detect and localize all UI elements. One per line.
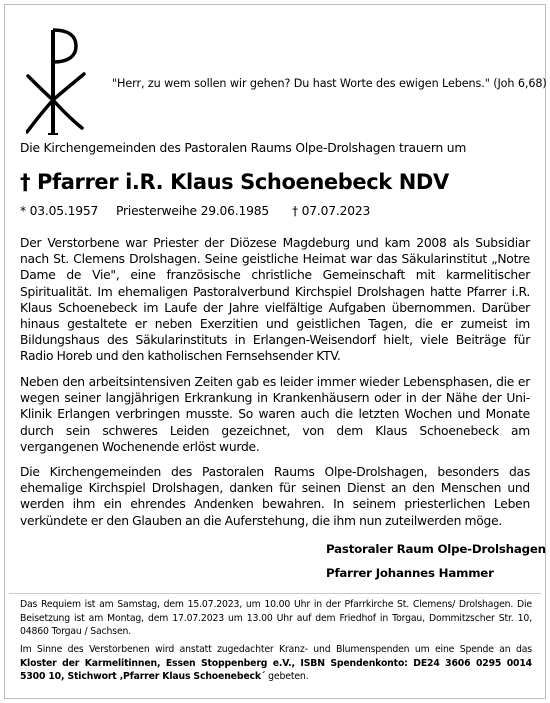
donation-tail: gebeten. <box>265 671 309 682</box>
intro-line: Die Kirchengemeinden des Pastoralen Raums Olpe-Drolshagen trauern um <box>20 141 467 155</box>
divider <box>9 593 541 594</box>
chi-rho-icon <box>26 22 86 142</box>
donation-notice <box>20 643 532 684</box>
life-dates <box>20 203 530 220</box>
signature-parish: Pastoraler Raum Olpe-Drolshagen <box>326 542 546 556</box>
paragraph-biography: Der Verstorbene war Priester der Diözese Magdeburg und kam 2008 als Subsidiar nach St. Clemens Drolshagen. Seine geistliche Heimat war das Säkularinstitut „Notre Dame de Vie", eine französische christliche Gemeinschaft mit karmelitischer Spiritualität. Im ehemaligen Pastoralverbund Kirchspiel Drolshagen hatte Pfarrer i.R. Klaus Schoenebeck im Laufe der Jahre vielfältige Aufgaben übernommen. Darüber hinaus gestaltete er neben Exerzitien und geistlichen Tagen, die er zumeist im Bildungshaus des Säkularinstituts in Erlangen-Weisendorf hielt, viele Beiträge für Radio Horeb und den katholischen Fernsehsender KTV. <box>20 236 530 364</box>
deceased-name: † Pfarrer i.R. Klaus Schoenebeck NDV <box>20 170 449 194</box>
ordination-date: Priesterweihe 29.06.1985 <box>116 204 270 218</box>
bible-quote: "Herr, zu wem sollen wir gehen? Du hast Worte des ewigen Lebens." (Joh 6,68) <box>112 77 547 90</box>
paragraph-thanks: Die Kirchengemeinden des Pastoralen Raums Olpe-Drolshagen, besonders das ehemalige Kirchspiel Drolshagen, danken für seinen Dienst an den Menschen und werden ihm ein ehrendes Andenken bewahren. In seinem priesterlichen Leben verkündete er den Glauben an die Auferstehung, die ihm nun zuteilwerden möge. <box>20 465 530 528</box>
signature-pastor: Pfarrer Johannes Hammer <box>326 566 494 580</box>
funeral-notice: Das Requiem ist am Samstag, dem 15.07.2023, um 10.00 Uhr in der Pfarrkirche St. Clemens/ Drolshagen. Die Beisetzung ist am Montag, dem 17.07.2023 um 13.00 Uhr auf dem Friedhof in Torgau, Dommitzscher Str. 10, 04860 Torgau / Sachsen. <box>20 599 532 637</box>
donation-lead: Im Sinne des Verstorbenen wird anstatt zugedachter Kranz- und Blumenspenden um eine Spende an das <box>20 644 532 655</box>
donation-account: Kloster der Karmelitinnen, Essen Stoppenberg e.V., ISBN Spendenkonto: DE24 3606 0295 0014 5300 10, Stichwort ‚Pfarrer Klaus Schoenebeck´ <box>20 657 532 682</box>
paragraph-illness: Neben den arbeitsintensiven Zeiten gab es leider immer wieder Lebensphasen, die er wegen seiner langjährigen Erkrankung in Krankenhäusern oder in der Nähe der Uni-Klinik Erlangen verbringen musste. So waren auch die letzten Wochen und Monate durch sein schweres Leiden gezeichnet, von dem Klaus Schoenebeck am vergangenen Wochenende erlöst wurde. <box>20 375 530 454</box>
birth-date: * 03.05.1957 <box>20 204 99 218</box>
death-date: † 07.07.2023 <box>292 204 371 218</box>
